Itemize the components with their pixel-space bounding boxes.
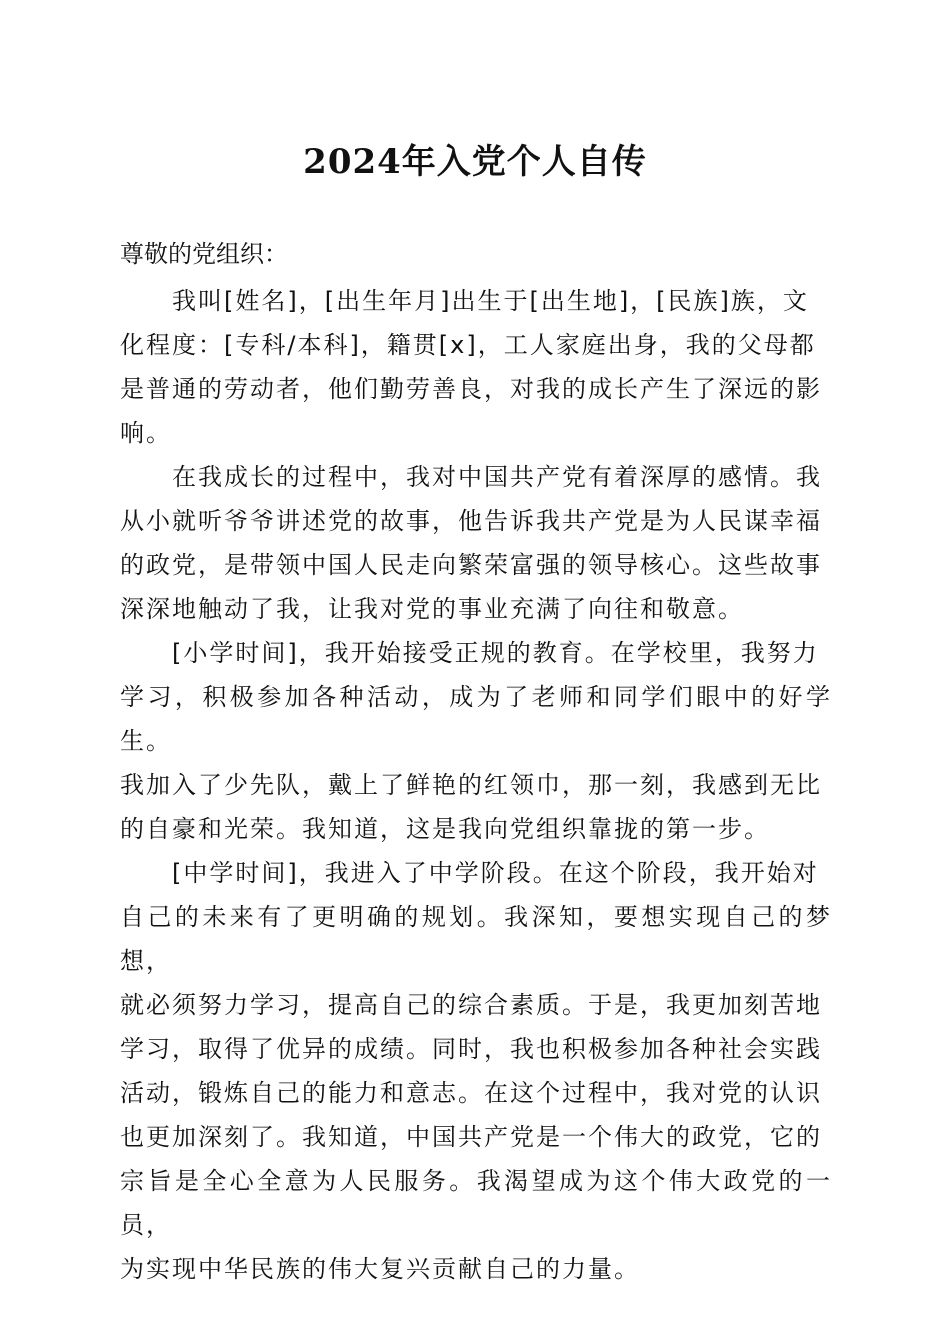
document-body bbox=[120, 279, 832, 1291]
paragraph-middle-school: [中学时间]，我进入了中学阶段。在这个阶段，我开始对 自己的未来有了更明确的规划。我深知，要想实现自己的梦想， 就必须努力学习，提高自己的综合素质。于是，我更加刻苦地 学习，取得了优异的成绩。同时，我也积极参加各种社会实践 活动，锻炼自己的能力和意志。在这个过程中，我对党的认识 也更加深刻了。我知道，中国共产党是一个伟大的政党，它的 宗旨是全心全意为人民服务。我渴望成为这个伟大政党的一员， 为实现中华民族的伟大复兴贡献自己的力量。 bbox=[120, 859, 832, 1283]
paragraph-feelings-for-party: 在我成长的过程中，我对中国共产党有着深厚的感情。我 从小就听爷爷讲述党的故事，他告诉我共产党是为人民谋幸福 的政党，是带领中国人民走向繁荣富强的领导核心。这些故事 深深地触动了我，让我对党的事业充满了向往和敬意。 bbox=[120, 463, 822, 623]
salutation: 尊敬的党组织： bbox=[120, 240, 288, 268]
paragraph-family-background: 我叫[姓名]，[出生年月]出生于[出生地]，[民族]族，文 化程度：[专科/本科]，籍贯[x]，工人家庭出身，我的父母都 是普通的劳动者，他们勤劳善良，对我的成长产生了深远的影 响。 bbox=[120, 287, 822, 447]
page-title: 2024年入党个人自传 bbox=[303, 142, 647, 182]
paragraph-primary-school: [小学时间]，我开始接受正规的教育。在学校里，我努力 学习，积极参加各种活动，成为了老师和同学们眼中的好学生。 我加入了少先队，戴上了鲜艳的红领巾，那一刻，我感到无比 的自豪和光荣。我知道，这是我向党组织靠拢的第一步。 bbox=[120, 639, 832, 843]
